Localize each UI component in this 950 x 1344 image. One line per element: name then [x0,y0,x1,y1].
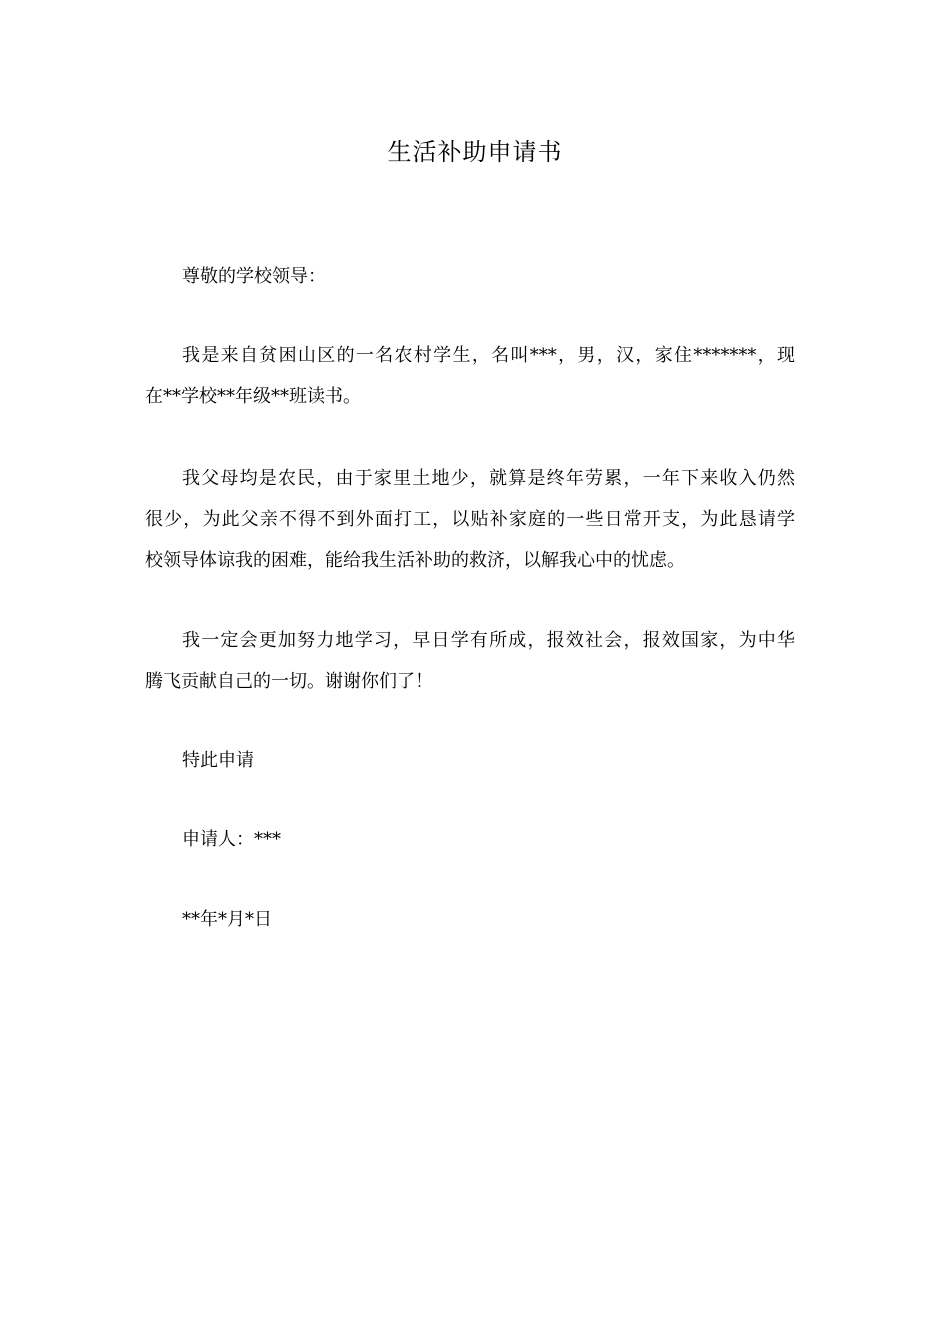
paragraph-2-line-1: 我父母均是农民，由于家里土地少，就算是终年劳累，一年下来收入仍然 [182,468,795,489]
paragraph-2-line-2: 很少，为此父亲不得不到外面打工，以贴补家庭的一些日常开支，为此恳请学 [145,509,795,530]
paragraph-1-line-1: 我是来自贫困山区的一名农村学生，名叫***，男，汉，家住*******，现 [182,345,795,366]
document-title: 生活补助申请书 [387,138,563,166]
paragraph-3-line-1: 我一定会更加努力地学习，早日学有所成，报效社会，报效国家，为中华 [182,630,795,651]
application-date: **年*月*日 [182,909,272,930]
paragraph-1-line-2: 在**学校**年级**班读书。 [145,386,361,407]
applicant-signature: 申请人：*** [182,829,281,850]
paragraph-2-line-3: 校领导体谅我的困难，能给我生活补助的救济，以解我心中的忧虑。 [145,550,685,571]
closing-text: 特此申请 [182,750,254,771]
paragraph-3-line-2: 腾飞贡献自己的一切。谢谢你们了！ [145,671,433,692]
salutation: 尊敬的学校领导： [182,266,326,287]
